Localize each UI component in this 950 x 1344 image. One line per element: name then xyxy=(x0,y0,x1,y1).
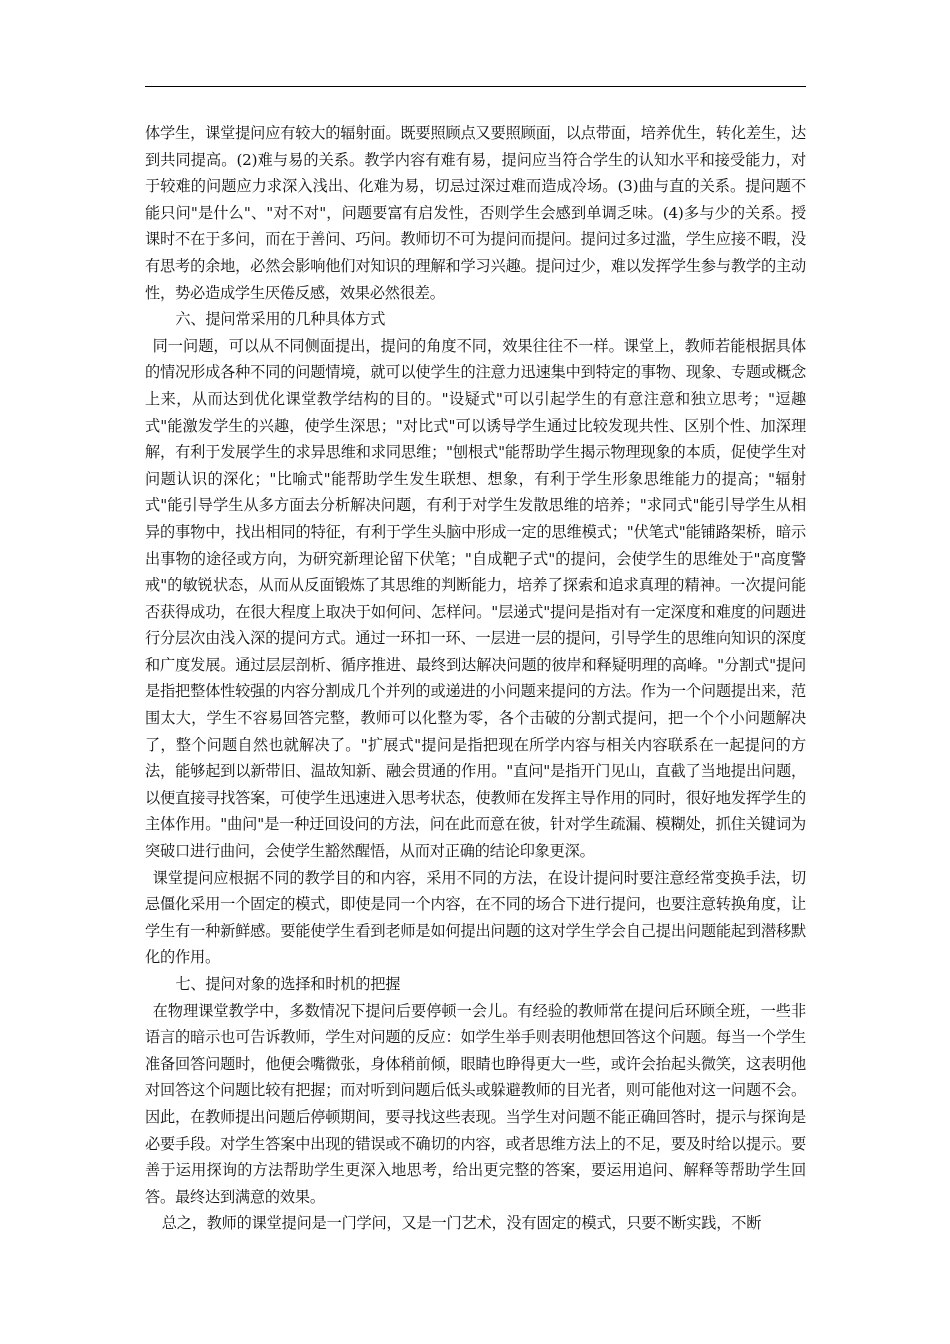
document-body xyxy=(145,120,806,1237)
paragraph-timing: 在物理课堂教学中，多数情况下提问后要停顿一会儿。有经验的教师常在提问后环顾全班，一些非语言的暗示也可告诉教师，学生对问题的反应：如学生举手则表明他想回答这个问题。每当一个学生准备回答问题时，他便会嘴微张，身体稍前倾，眼睛也睁得更大一些，或许会抬起头微笑，这表明他对回答这个问题比较有把握；而对听到问题后低头或躲避教师的目光者，则可能他对这一问题不会。因此，在教师提出问题后停顿期间，要寻找这些表现。当学生对问题不能正确回答时，提示与探询是必要手段。对学生答案中出现的错误或不确切的内容，或者思维方法上的不足，要及时给以提示。要善于运用探询的方法帮助学生更深入地思考，给出更完整的答案，要运用追问、解释等帮助学生回答。最终达到满意的效果。 xyxy=(145,1001,806,1206)
paragraph-method-variety: 课堂提问应根据不同的教学目的和内容，采用不同的方法，在设计提问时要注意经常变换手法，切忌僵化采用一个固定的模式，即使是同一个内容，在不同的场合下进行提问，也要注意转换角度，让学生有一种新鲜感。要能使学生看到老师是如何提出问题的这对学生学会自己提出问题能起到潜移默化的作用。 xyxy=(145,868,806,967)
section-heading-7: 七、提问对象的选择和时机的把握 xyxy=(175,975,401,993)
paragraph-relations: 体学生，课堂提问应有较大的辐射面。既要照顾点又要照顾面，以点带面，培养优生，转化差生，达到共同提高。(2)难与易的关系。教学内容有难有易，提问应当符合学生的认知水平和接受能力，对于较难的问题应力求深入浅出、化难为易，切忌过深过难而造成冷场。(3)曲与直的关系。提问题不能只问"是什么"、"对不对"，问题要富有启发性，否则学生会感到单调乏味。(4)多与少的关系。授课时不在于多问，而在于善问、巧问。教师切不可为提问而提问。提问过多过滥，学生应接不暇，没有思考的余地，必然会影响他们对知识的理解和学习兴趣。提问过少，难以发挥学生参与教学的主动性，势必造成学生厌倦反感，效果必然很差。 xyxy=(145,124,806,302)
header-rule xyxy=(145,86,806,87)
paragraph-conclusion: 总之，教师的课堂提问是一门学问，又是一门艺术，没有固定的模式，只要不断实践，不断 xyxy=(161,1214,762,1233)
paragraph-questioning-methods: 同一问题，可以从不同侧面提出，提问的角度不同，效果往往不一样。课堂上，教师若能根据具体的情况形成各种不同的问题情境，就可以使学生的注意力迅速集中到特定的事物、现象、专题或概念上来，从而达到优化课堂教学结构的目的。"设疑式"可以引起学生的有意注意和独立思考；"逗趣式"能激发学生的兴趣，使学生深思；"对比式"可以诱导学生通过比较发现共性、区别个性、加深理解，有利于发展学生的求异思维和求同思维；"刨根式"能帮助学生揭示物理现象的本质，促使学生对问题认识的深化；"比喻式"能帮助学生发生联想、想象，有利于学生形象思维能力的提高；"辐射式"能引导学生从多方面去分析解决问题，有利于对学生发散思维的培养；"求同式"能引导学生从相异的事物中，找出相同的特征，有利于学生头脑中形成一定的思维模式；"伏笔式"能铺路架桥，暗示出事物的途径或方向，为研究新理论留下伏笔；"自成靶子式"的提问，会使学生的思维处于"高度警戒"的敏锐状态，从而从反面锻炼了其思维的判断能力，培养了探索和追求真理的精神。一次提问能否获得成功，在很大程度上取决于如何问、怎样问。"层递式"提问是指对有一定深度和难度的问题进行分层次由浅入深的提问方式。通过一环扣一环、一层进一层的提问，引导学生的思维向知识的深度和广度发展。通过层层剖析、循序推进、最终到达解决问题的彼岸和释疑明理的高峰。"分割式"提问是指把整体性较强的内容分割成几个并列的或递进的小问题来提问的方法。作为一个问题提出来，范围太大，学生不容易回答完整，教师可以化整为零，各个击破的分割式提问，把一个个小问题解决了，整个问题自然也就解决了。"扩展式"提问是指把现在所学内容与相关内容联系在一起提问的方法，能够起到以新带旧、温故知新、融会贯通的作用。"直问"是指开门见山，直截了当地提出问题，以便直接寻找答案，可使学生迅速进入思考状态，使教师在发挥主导作用的同时，很好地发挥学生的主体作用。"曲问"是一种迂回设问的方法，问在此而意在彼，针对学生疏漏、模糊处，抓住关键词为突破口进行曲问，会使学生豁然醒悟，从而对正确的结论印象更深。 xyxy=(145,336,806,861)
section-heading-6: 六、提问常采用的几种具体方式 xyxy=(175,310,386,329)
